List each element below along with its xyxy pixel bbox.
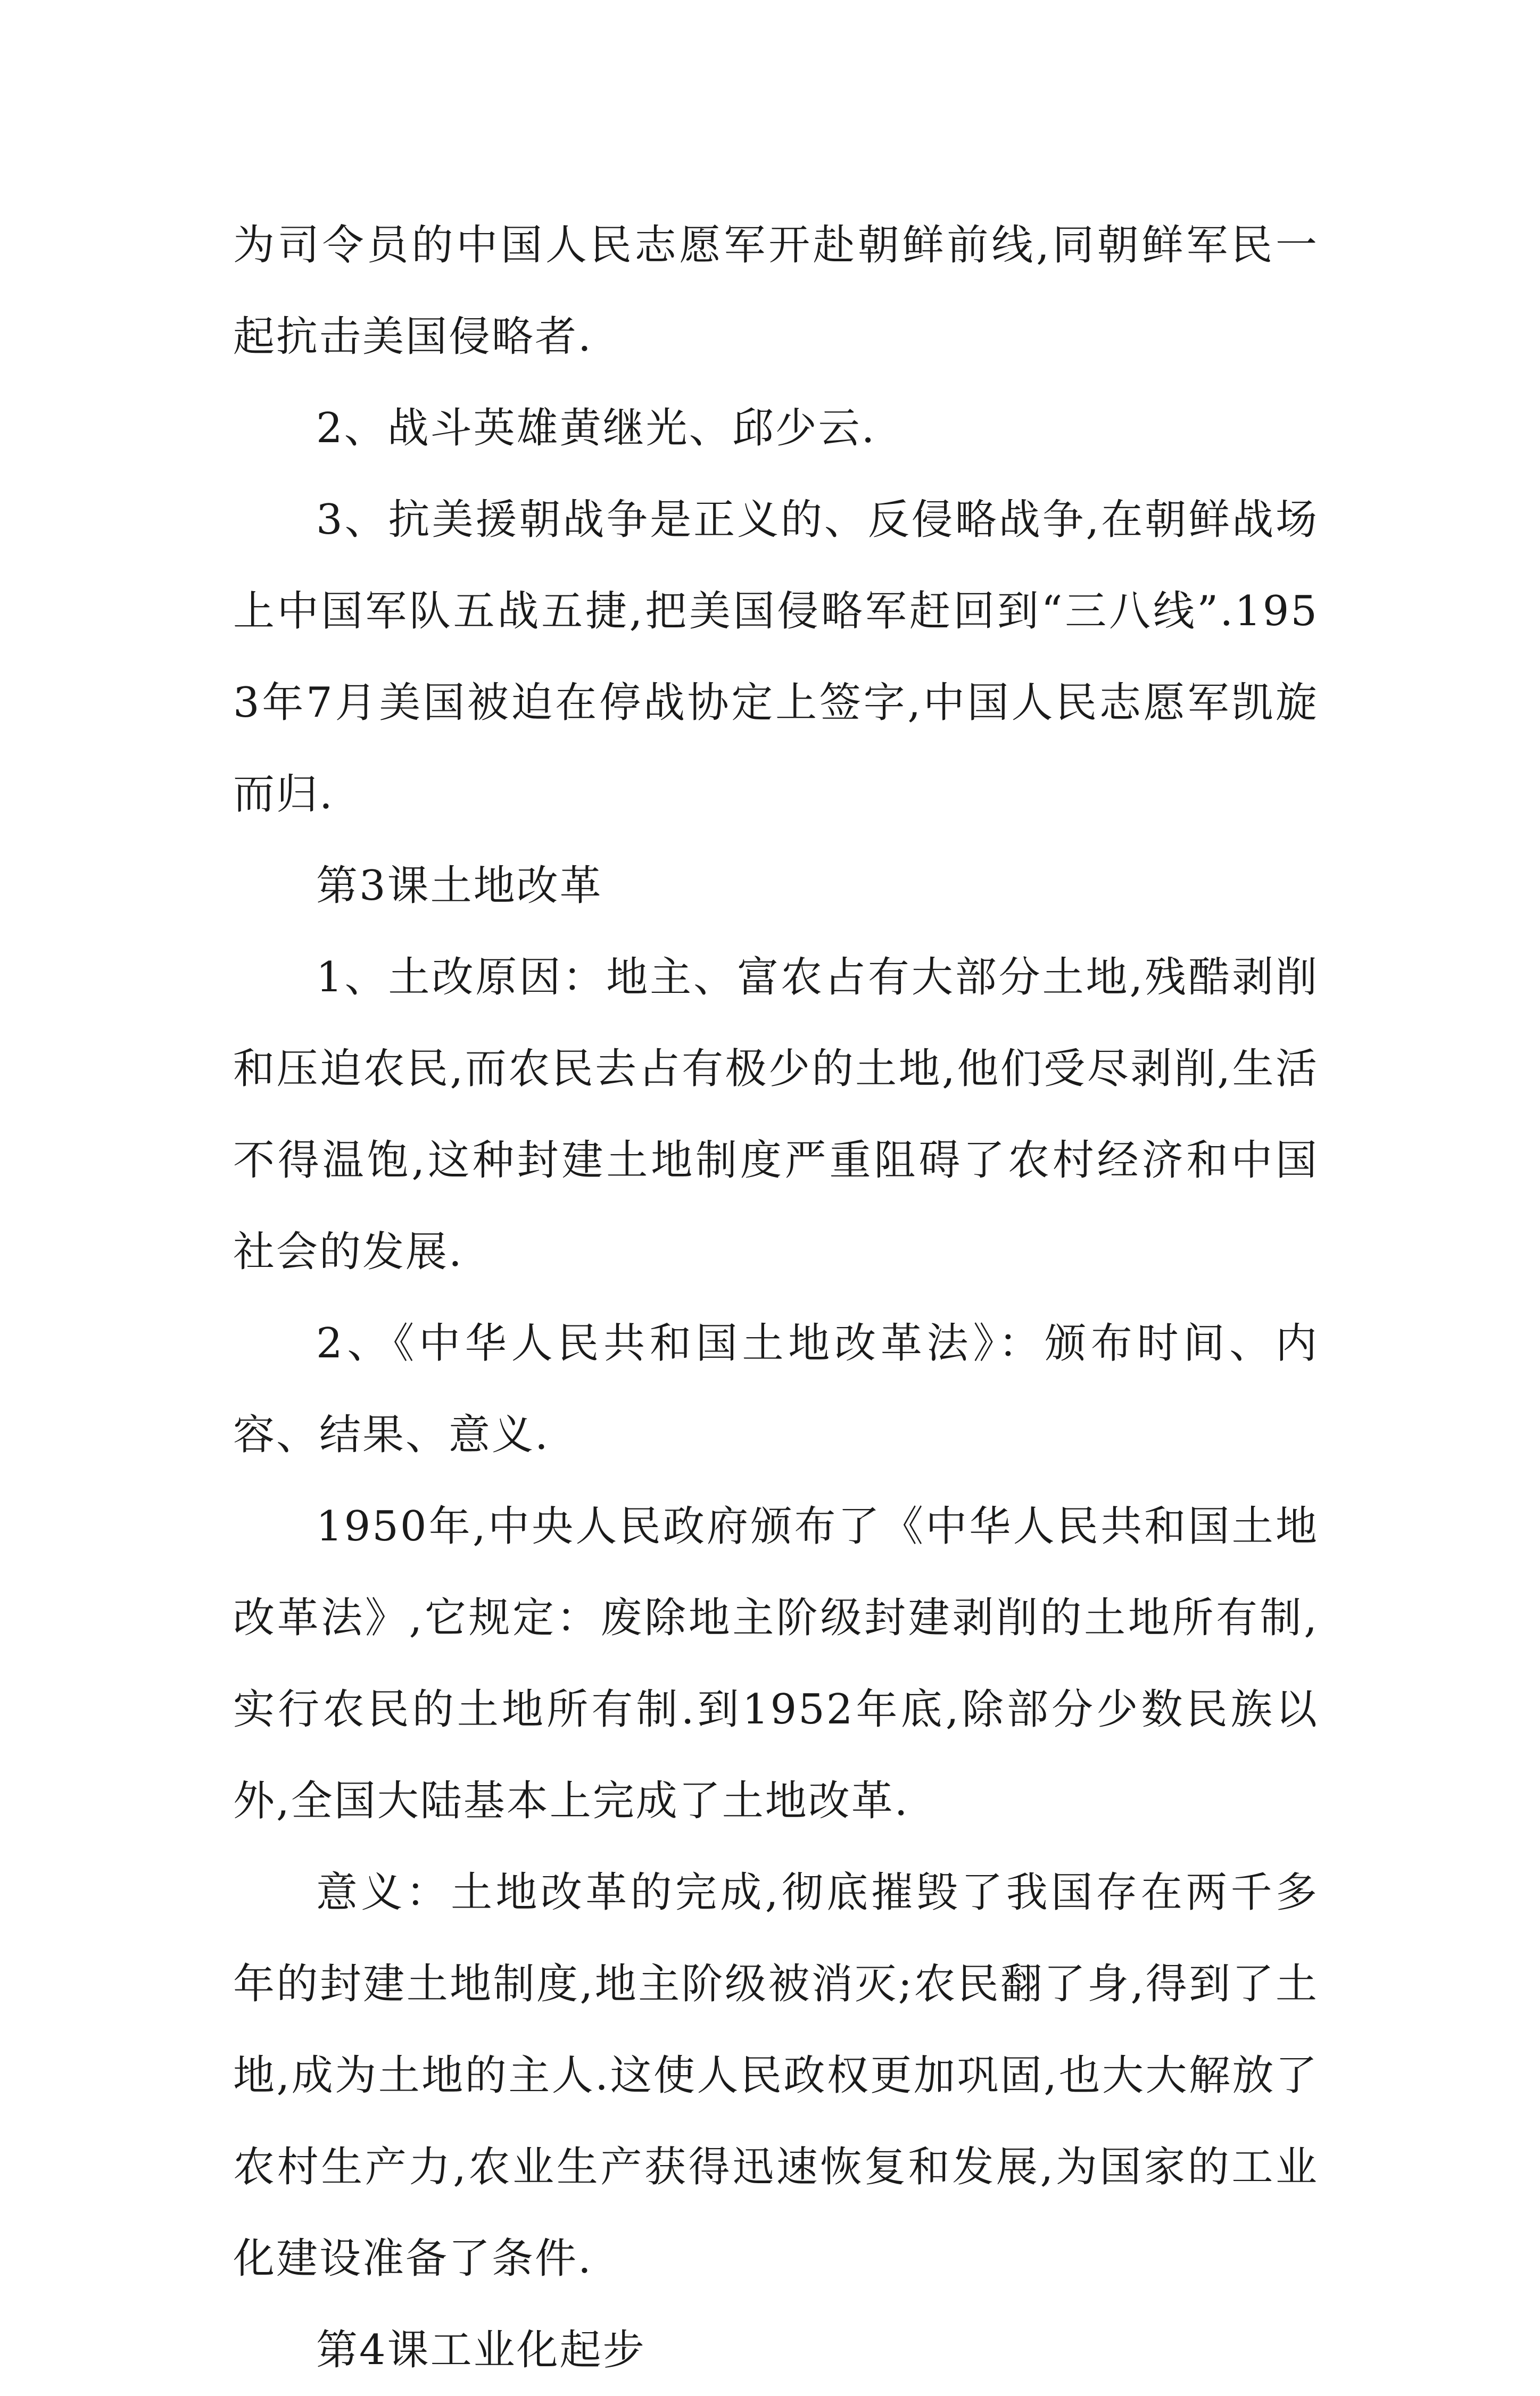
paragraph-combat-heroes: 2、战斗英雄黄继光、邱少云. <box>316 404 876 452</box>
paragraph-war-outcome: 3、抗美援朝战争是正义的、反侵略战争,在朝鲜战场上中国军队五战五捷,把美国侵略军赶回到“三八线”.1953年7月美国被迫在停战协定上签字,中国人民志愿军凯旋而归. <box>233 496 1319 818</box>
paragraph-land-reform-content: 1950年,中央人民政府颁布了《中华人民共和国土地改革法》,它规定：废除地主阶级封建剥削的土地所有制,实行农民的土地所有制.到1952年底,除部分少数民族以外,全国大陆基本上完成了土地改革. <box>233 1503 1319 1825</box>
paragraph-land-reform-significance: 意义：土地改革的完成,彻底摧毁了我国存在两千多年的封建土地制度,地主阶级被消灭;农民翻了身,得到了土地,成为土地的主人.这使人民政权更加巩固,也大大解放了农村生产力,农业生产获得迅速恢复和发展,为国家的工业化建设准备了条件. <box>233 1869 1319 2283</box>
paragraph-volunteer-army: 为司令员的中国人民志愿军开赴朝鲜前线,同朝鲜军民一起抗击美国侵略者. <box>233 221 1319 361</box>
document-body <box>233 200 1319 2396</box>
lesson-4-heading: 第4课工业化起步 <box>316 2326 646 2374</box>
paragraph-land-reform-causes: 1、土改原因：地主、富农占有大部分土地,残酷剥削和压迫农民,而农民去占有极少的土地,他们受尽剥削,生活不得温饱,这种封建土地制度严重阻碍了农村经济和中国社会的发展. <box>233 954 1319 1276</box>
paragraph-land-reform-law: 2、《中华人民共和国土地改革法》：颁布时间、内容、结果、意义. <box>233 1320 1319 1459</box>
lesson-3-heading: 第3课土地改革 <box>316 862 603 910</box>
